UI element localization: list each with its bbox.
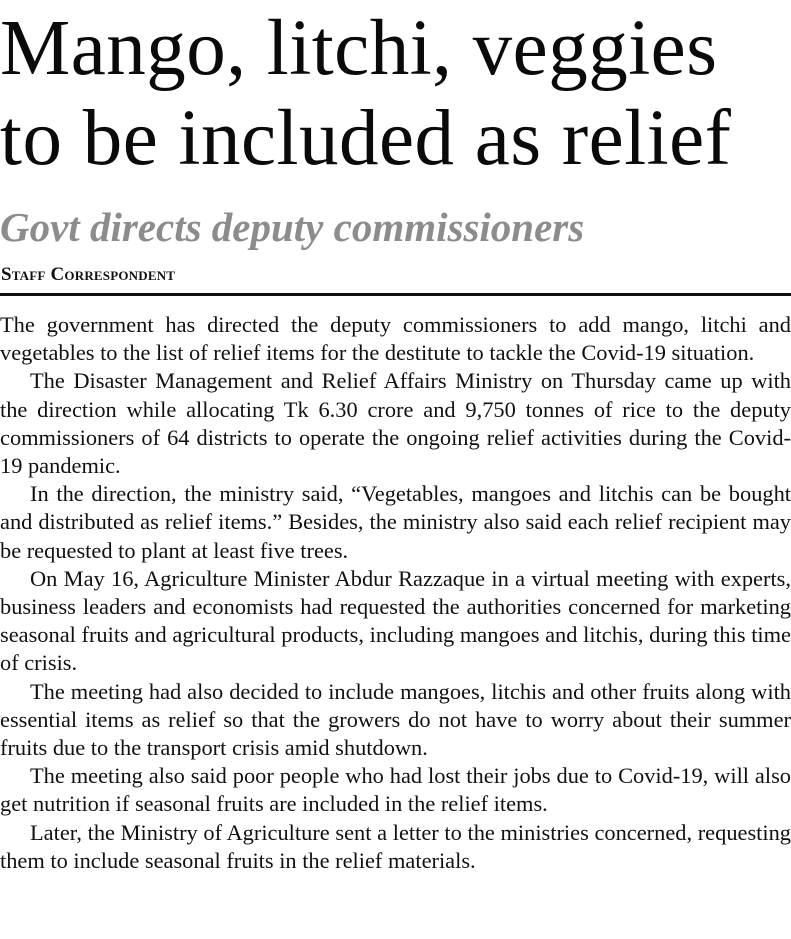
paragraph: The Disaster Management and Relief Affairs Ministry on Thursday came up with the direction while allocating Tk 6.30 crore and 9,750 tonnes of rice to the deputy commissioners of 64 districts to operate the ongoing relief activities during the Covid-19 pandemic.	[0, 368, 791, 479]
paragraph: On May 16, Agriculture Minister Abdur Razzaque in a virtual meeting with experts, business leaders and economists had requested the authorities concerned for marketing seasonal fruits and agricultural products, including mangoes and litchis, during this time of crisis.	[0, 565, 791, 676]
paragraph: In the direction, the ministry said, “Vegetables, mangoes and litchis can be bought and distributed as relief items.” Besides, the ministry also said each relief recipient may be requested to plant at least five trees.	[0, 481, 791, 563]
paragraph: The government has directed the deputy commissioners to add mango, litchi and vegetables to the list of relief items for the destitute to tackle the Covid-19 situation.	[0, 312, 791, 366]
headline-line-2: to be included as relief	[0, 95, 732, 182]
paragraph: The meeting also said poor people who had lost their jobs due to Covid-19, will also get nutrition if seasonal fruits are included in the relief items.	[0, 763, 791, 817]
article-body	[0, 311, 791, 875]
paragraph: The meeting had also decided to include mangoes, litchis and other fruits along with essential items as relief so that the growers do not have to worry about their summer fruits due to the transport crisis amid shutdown.	[0, 678, 791, 761]
headline	[0, 4, 791, 184]
byline: Staff Correspondent	[1, 264, 176, 285]
paragraph: Later, the Ministry of Agriculture sent a letter to the ministries concerned, requesting them to include seasonal fruits in the relief materials.	[0, 819, 791, 873]
subheadline: Govt directs deputy commissioners	[0, 204, 585, 250]
byline-divider	[0, 293, 791, 296]
headline-line-1: Mango, litchi, veggies	[0, 5, 718, 92]
